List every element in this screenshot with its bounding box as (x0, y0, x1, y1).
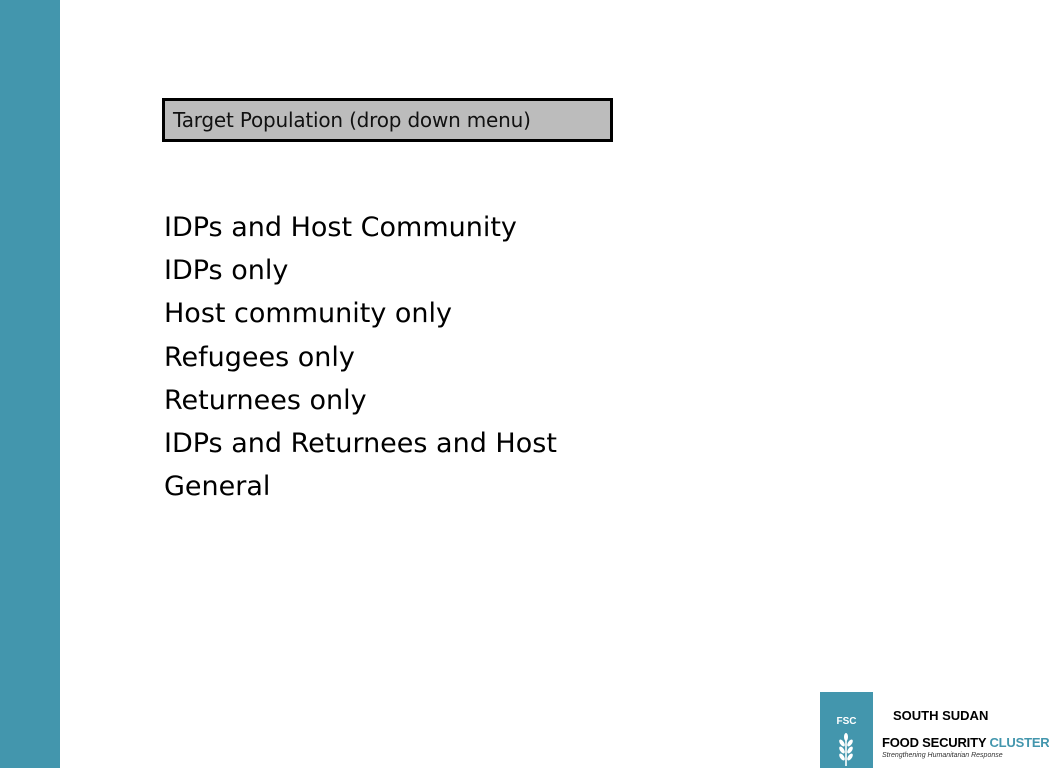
option-general: General (164, 471, 271, 503)
logo-name-text (882, 735, 1049, 750)
logo-region-text: SOUTH SUDAN (893, 708, 989, 723)
logo-abbreviation: FSC (836, 716, 857, 727)
option-refugees-only: Refugees only (164, 341, 355, 373)
target-population-options-list (164, 206, 557, 508)
option-idps-only: IDPs only (164, 255, 289, 287)
dropdown-label-text: Target Population (drop down menu) (173, 108, 531, 132)
option-host-community-only: Host community only (164, 298, 453, 330)
logo-name-part1: FOOD SECURITY (882, 735, 987, 750)
wheat-icon (828, 732, 864, 766)
option-idps-and-host-community: IDPs and Host Community (164, 212, 517, 243)
fsc-logo (820, 692, 1049, 768)
option-returnees-only: Returnees only (164, 384, 367, 416)
option-idps-returnees-and-host: IDPs and Returnees and Host (164, 428, 557, 460)
target-population-dropdown-label (162, 98, 613, 142)
logo-name-part2: CLUSTER (989, 735, 1049, 750)
side-accent-bar (0, 0, 60, 768)
fsc-logo-box (820, 692, 873, 768)
logo-tagline: Strengthening Humanitarian Response (882, 752, 1003, 759)
